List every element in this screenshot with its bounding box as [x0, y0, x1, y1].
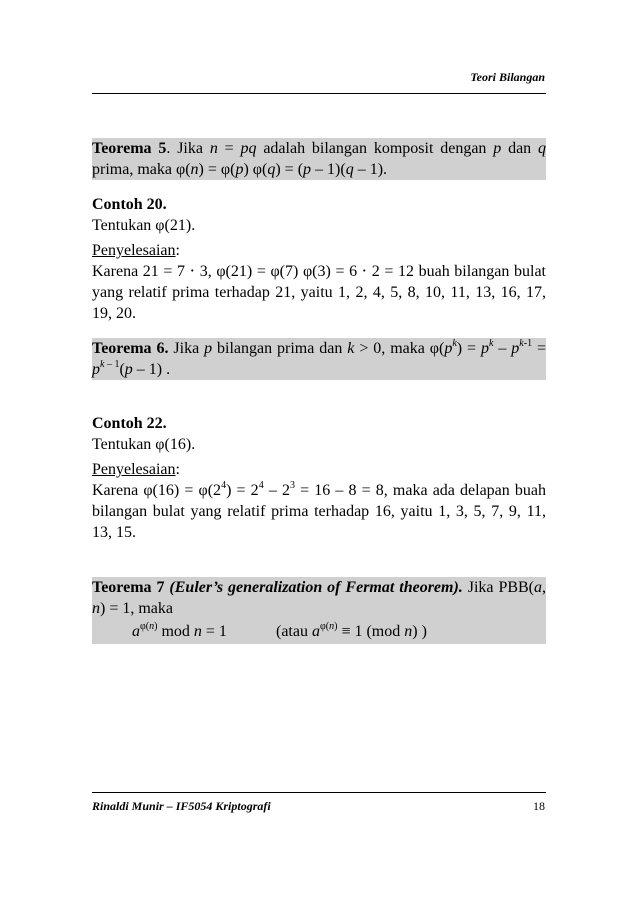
teorema-7-label: Teorema 7	[92, 579, 165, 596]
teorema-7-alt-formula: (atau $a^{\varphi(n)} \equiv 1$ (mod n) )	[276, 621, 427, 640]
teorema-6-box	[92, 338, 546, 380]
contoh-22	[92, 413, 546, 543]
contoh-20	[92, 194, 546, 324]
teorema-7-formula-line	[92, 621, 546, 642]
page-header: Teori Bilangan	[470, 70, 545, 84]
teorema-5-text: . Jika n = pq adalah bilangan komposit dengan p dan q prima, maka φ(n) = φ(p) φ(q) = (p – 1)(q – 1).	[92, 140, 547, 178]
contoh-20-title: Contoh 20.	[92, 196, 167, 213]
teorema-7-text: Jika PBB(a, n) = 1, maka	[92, 579, 547, 617]
teorema-7-box	[92, 577, 546, 644]
contoh-20-solution-label: Penyelesaian:	[92, 242, 180, 259]
header-rule	[92, 93, 546, 94]
footer-rule	[92, 792, 546, 793]
teorema-7-formula: $a^{\varphi(n)}$ mod n = 1	[132, 621, 227, 640]
contoh-22-solution: Karena $\varphi(16) = \varphi(2^4) = 2^4 - 2^3 = 16 - 8 = 8$, maka ada delapan buah bilangan bulat yang relatif prima terhadap 16, yaitu 1, 3, 5, 7, 9, 11, 13, 15.	[92, 480, 547, 541]
contoh-22-question: Tentukan φ(16).	[92, 436, 196, 453]
teorema-7-subtitle: (Euler’s generalization of Fermat theorem).	[169, 579, 463, 596]
teorema-6-label: Teorema 6.	[92, 340, 169, 357]
footer-author: Rinaldi Munir – IF5054 Kriptografi	[92, 799, 271, 813]
contoh-20-question: Tentukan φ(21).	[92, 217, 196, 234]
teorema-5-label: Teorema 5	[92, 140, 167, 157]
teorema-6-text: Jika p bilangan prima dan k > 0, maka $\varphi(p^k) = p^k - p^{k-1} = p^{k - 1}(p - 1)$ .	[92, 338, 547, 378]
teorema-5-box	[92, 138, 546, 180]
contoh-22-solution-label: Penyelesaian:	[92, 461, 180, 478]
contoh-22-title: Contoh 22.	[92, 415, 167, 432]
contoh-20-solution: Karena 21 = 7 ⋅ 3, φ(21) = φ(7) φ(3) = 6 ⋅ 2 = 12 buah bilangan bulat yang relatif prima terhadap 21, yaitu 1, 2, 4, 5, 8, 10, 11, 13, 16, 17, 19, 20.	[92, 263, 546, 322]
page-number: 18	[533, 799, 545, 813]
